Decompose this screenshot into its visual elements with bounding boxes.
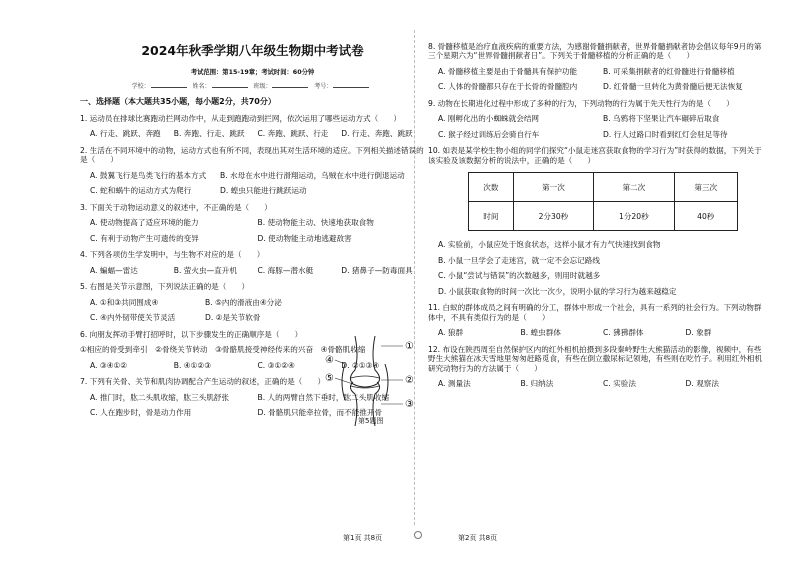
question-stem: 3. 下面关于动物运动意义的叙述中，不正确的是（ ） <box>80 202 272 212</box>
option-b: B. 使动物能主动、快速地获取食物 <box>257 218 374 228</box>
label-5: ⑤ <box>325 373 334 384</box>
option-c: C. ③①②④ <box>257 360 295 370</box>
question-stem: 10. 如表是某学校生物小组的同学们探究“小鼠走迷宫获取食物的学习行为”时获得的数据，下列关于该实验及该数据分析的说法中，正确的是（ ） <box>428 146 762 165</box>
option-b: B. 萤火虫—直升机 <box>173 265 237 275</box>
option-c: C. 蛇和蜗牛的运动方式为爬行 <box>90 186 192 196</box>
option-a: A. 使动物提高了适应环境的能力 <box>90 218 199 228</box>
option-c: C. ④内外韧带使关节灵活 <box>90 313 176 323</box>
table-header-cell: 第一次 <box>513 173 593 202</box>
exam-title: 2024年秋季学期八年级生物期中考试卷 <box>141 43 364 58</box>
option-d: D. 观察法 <box>685 379 719 389</box>
question-stem: 5. 右图是关节示意图，下列说法正确的是（ ） <box>80 282 250 292</box>
option-a: A. 测量法 <box>438 379 471 389</box>
field-id-label: 考号： <box>314 83 333 91</box>
table-row <box>469 202 738 231</box>
table-cell: 1分20秒 <box>594 202 674 231</box>
option-d: D. 小鼠获取食物的时间一次比一次少，说明小鼠的学习行为越来越稳定 <box>438 286 677 296</box>
option-c: C. 有利于动物产生可遗传的变异 <box>90 233 199 243</box>
option-b: B. 人的两臂自然下垂时，肱二头肌收缩 <box>257 392 390 402</box>
question-stem: 7. 下列有关骨、关节和肌肉协调配合产生运动的叙述，正确的是（ ） <box>80 377 326 387</box>
question-stem: 4. 下列各项仿生学发明中，与生物不对应的是（ ） <box>80 250 265 260</box>
field-class-label: 班级： <box>253 83 272 91</box>
joint-diagram-svg <box>325 334 420 429</box>
option-c: C. 人体的骨髓都只存在于长骨的骨髓腔内 <box>438 82 578 92</box>
option-d: D. 蝗虫只能进行跳跃运动 <box>220 186 307 196</box>
question-stem: 12. 布设在陕西周至自然保护区内的红外相机拍摄到多段秦岭野生大熊猫活动的影像，视频中，有些野生大熊猫在冰天雪地里匆匆赶路觅食，有些在倒立撒尿标记领地，有些则在吃竹子。利用红外相机研究动物行为的方法属于（ ） <box>428 344 763 373</box>
option-d: D. 猪鼻子—防毒面具 <box>341 265 413 275</box>
option-c: C. 人在跑步时，骨是动力作用 <box>90 408 192 418</box>
page-number-right: 第2页 共8页 <box>458 534 498 542</box>
table-header-cell: 第二次 <box>594 173 674 202</box>
question-10 <box>428 146 768 296</box>
question-9 <box>428 99 768 139</box>
field-id-blank <box>333 87 369 88</box>
field-name-blank <box>212 87 248 88</box>
student-info-fields <box>80 83 425 91</box>
option-d: D. 红骨髓一旦转化为黄骨髓后便无法恢复 <box>603 82 743 92</box>
option-a: A. ③④①② <box>90 360 128 370</box>
field-name-label: 姓名： <box>192 83 211 91</box>
option-d: D. 象群 <box>685 328 712 338</box>
option-a: A. 刚孵化出的小蜘蛛就会结网 <box>438 114 540 124</box>
question-1 <box>80 114 425 139</box>
option-c: C. 实验法 <box>603 379 636 389</box>
question-stem: 6. 向朋友挥动手臂打招呼时，以下步骤发生的正确顺序是（ ） <box>80 329 303 339</box>
section-heading: 一、选择题（本大题共35小题，每小题2分，共70分） <box>80 96 276 106</box>
question-steps: ①相应的骨受到牵引 ②骨绕关节转动 ③骨骼肌接受神经传来的兴奋 ④骨骼肌收缩 <box>80 345 366 355</box>
field-school-blank <box>151 87 187 88</box>
option-c: C. 小鼠“尝试与错误”的次数越多，则用时就越多 <box>438 271 601 281</box>
question-stem: 2. 生活在不同环境中的动物，运动方式也有所不同，表现出其对生活环境的适应。下列相关描述错误的是（ ） <box>80 145 424 165</box>
option-a: A. 蝙蝠—雷达 <box>90 265 138 275</box>
binding-hole-icon <box>414 531 422 539</box>
option-d: D. 使动物能主动地逃避敌害 <box>257 233 352 243</box>
table-cell: 40秒 <box>674 202 737 231</box>
table-header-cell: 第三次 <box>674 173 737 202</box>
question-stem: 9. 动物在长期进化过程中形成了多种的行为，下列动物的行为属于先天性行为的是（ ） <box>428 98 734 108</box>
option-b: B. ④①②③ <box>173 360 212 370</box>
field-school-label: 学校： <box>131 83 150 91</box>
option-c: C. 猴子经过训练后会骑自行车 <box>438 129 540 139</box>
option-b: B. ⑤内的滑液由④分泌 <box>205 297 282 307</box>
option-b: B. 乌鸦将下坚果让汽车碾碎后取食 <box>603 114 720 124</box>
joint-diagram <box>325 334 420 429</box>
table-header-row <box>469 173 738 202</box>
page-number-left: 第1页 共8页 <box>343 534 383 542</box>
question-5 <box>80 282 425 322</box>
option-a: A. 鼓翼飞行是鸟类飞行的基本方式 <box>90 170 207 180</box>
option-a: A. 狼群 <box>438 328 464 338</box>
option-c: C. 海豚—潜水艇 <box>257 265 314 275</box>
table-cell: 时间 <box>469 202 514 231</box>
question-12 <box>428 345 768 389</box>
question-stem: 8. 骨髓移植是治疗血液疾病的重要方法，为感谢骨髓捐献者，世界骨髓捐献者协会倡议每年9月的第三个星期六为“世界骨髓捐献者日”。下列关于骨髓移植的分析正确的是（ ） <box>428 42 762 61</box>
option-a: A. 行走、跳跃、奔跑 <box>90 129 161 139</box>
question-stem: 1. 运动员在排球比赛跑动拦网动作中，从走到跑跑动到拦网，依次运用了哪些运动方式（ ） <box>80 113 401 123</box>
option-a: A. ①和③共同围成④ <box>90 297 159 307</box>
option-d: D. ②是关节软骨 <box>205 313 261 323</box>
option-c: C. 狒狒群体 <box>603 328 644 338</box>
table-cell: 2分30秒 <box>513 202 593 231</box>
option-a: A. 骨髓移植主要是由于骨髓具有保护功能 <box>438 66 577 76</box>
label-3: ③ <box>405 399 414 410</box>
label-2: ② <box>405 375 414 386</box>
label-1: ① <box>405 341 414 352</box>
label-4: ④ <box>325 355 334 366</box>
figure-caption: 第5题图 <box>358 417 384 425</box>
option-b: B. 小鼠一旦学会了走迷宫，就一定不会忘记路线 <box>438 255 600 265</box>
question-3 <box>80 203 425 243</box>
right-column <box>428 0 768 389</box>
option-a: A. 推门时，肱二头肌收缩，肱三头肌舒张 <box>90 392 229 402</box>
option-a: A. 实验前，小鼠应处于饱食状态，这样小鼠才有力气快速找到食物 <box>438 240 661 250</box>
option-b: B. 可采集捐献者的红骨髓进行骨髓移植 <box>603 66 735 76</box>
option-b: B. 水母在水中进行滑翔运动，乌贼在水中进行倒退运动 <box>220 170 405 180</box>
option-b: B. 奔跑、行走、跳跃 <box>173 129 245 139</box>
question-11 <box>428 303 768 337</box>
option-c: C. 奔跑、跳跃、行走 <box>257 129 329 139</box>
field-class-blank <box>272 87 308 88</box>
option-b: B. 归纳法 <box>520 379 554 389</box>
option-d: D. 行人过路口时看到红灯会驻足等待 <box>603 129 728 139</box>
question-4 <box>80 250 425 275</box>
option-d: D. ②①③④ <box>341 360 380 370</box>
maze-data-table <box>468 172 738 231</box>
option-d: D. 骨骼肌只能牵拉骨，而不能推开骨 <box>257 408 383 418</box>
question-8 <box>428 42 768 92</box>
question-stem: 11. 白蚁的群体成员之间有明确的分工，群体中形成一个社会，具有一系列的社会行为。下列动物群体中，不具有类似行为的是（ ） <box>428 303 762 322</box>
exam-scope: 考试范围：第15-19章；考试时间：60分钟 <box>190 68 315 76</box>
option-b: B. 蝗虫群体 <box>520 328 561 338</box>
question-2 <box>80 146 425 196</box>
table-header-cell: 次数 <box>469 173 514 202</box>
option-d: D. 行走、奔跑、跳跃 <box>341 129 413 139</box>
